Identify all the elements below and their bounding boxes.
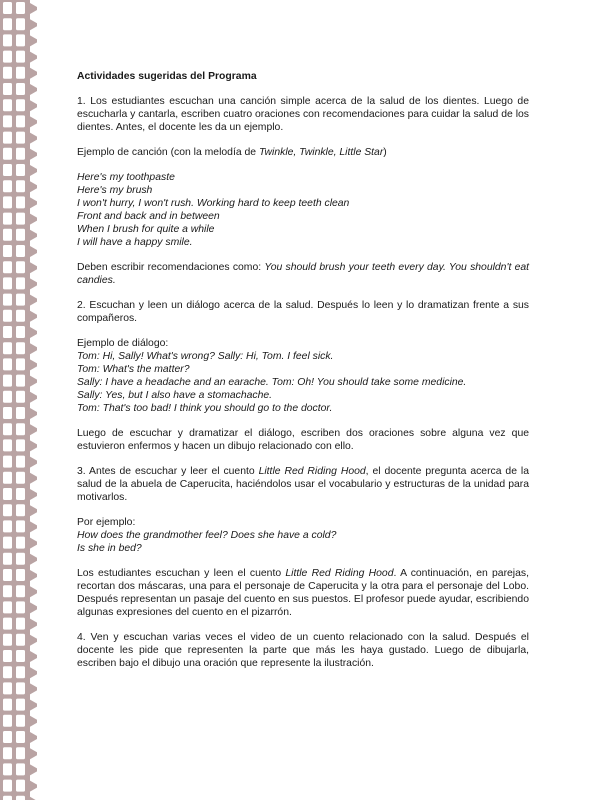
border-notch — [30, 133, 37, 144]
question-examples — [77, 516, 529, 555]
border-hole — [3, 180, 12, 192]
border-hole — [3, 261, 12, 273]
border-notch — [30, 165, 37, 176]
border-hole — [16, 488, 25, 500]
border-hole — [3, 439, 12, 451]
border-notch — [30, 716, 37, 727]
border-hole — [16, 553, 25, 565]
border-notch — [30, 700, 37, 711]
border-hole — [3, 504, 12, 516]
border-hole — [16, 634, 25, 646]
border-hole — [16, 115, 25, 127]
border-hole — [16, 310, 25, 322]
border-hole — [3, 83, 12, 95]
border-notch — [30, 732, 37, 743]
border-notch — [30, 181, 37, 192]
border-notch — [30, 554, 37, 565]
border-hole — [3, 666, 12, 678]
border-hole — [3, 245, 12, 257]
border-notch — [30, 197, 37, 208]
border-hole — [16, 358, 25, 370]
border-notch — [30, 408, 37, 419]
border-notch — [30, 230, 37, 241]
song-intro — [77, 146, 529, 159]
border-notch — [30, 635, 37, 646]
activity-3b-prefix: Los estudiantes escuchan y leen el cuento — [77, 568, 286, 579]
border-notch — [30, 602, 37, 613]
border-notch — [30, 278, 37, 289]
border-hole — [3, 763, 12, 775]
border-hole — [3, 618, 12, 630]
song-intro-suffix: ) — [383, 147, 387, 158]
dialog-line: Sally: Yes, but I also have a stomachache. — [77, 390, 273, 401]
document-body — [77, 70, 529, 682]
border-hole — [16, 148, 25, 160]
border-notch — [30, 84, 37, 95]
border-hole — [3, 229, 12, 241]
border-hole — [3, 537, 12, 549]
border-hole — [16, 375, 25, 387]
border-hole — [16, 294, 25, 306]
border-notch — [30, 651, 37, 662]
border-hole — [16, 747, 25, 759]
border-hole — [3, 310, 12, 322]
example-question: How does the grandmother feel? Does she have a cold? — [77, 530, 337, 541]
story-title: Little Red Riding Hood — [285, 568, 394, 579]
border-hole — [16, 34, 25, 46]
border-hole — [16, 618, 25, 630]
border-hole — [16, 245, 25, 257]
border-hole — [16, 520, 25, 532]
border-hole — [16, 213, 25, 225]
dialog-example — [77, 337, 529, 415]
border-notch — [30, 586, 37, 597]
song-line: I will have a happy smile. — [77, 237, 193, 248]
border-hole — [3, 456, 12, 468]
border-hole — [3, 747, 12, 759]
border-hole — [16, 472, 25, 484]
story-title: Little Red Riding Hood — [258, 466, 366, 477]
border-hole — [16, 229, 25, 241]
border-notch — [30, 619, 37, 630]
border-hole — [3, 423, 12, 435]
border-hole — [3, 277, 12, 289]
border-hole — [16, 504, 25, 516]
activity-3b-suffix: . A continuación, en parejas, recortan dos máscaras, una para el personaje de Caperucita y la otra para el personaje del Lobo. Después representan un pasaje del cuento en sus puestos. El profesor puede ayudar, escribiendo algunas expresiones del cuento en el pizarrón. — [77, 568, 529, 618]
activity-3-text — [77, 465, 529, 504]
recommendation-prefix: Deben escribir recomendaciones como: — [77, 262, 265, 273]
border-notch — [30, 327, 37, 338]
border-hole — [3, 326, 12, 338]
border-hole — [3, 51, 12, 63]
border-hole — [3, 780, 12, 792]
border-notch — [30, 246, 37, 257]
border-notch — [30, 424, 37, 435]
activity-2-followup: Luego de escuchar y dramatizar el diálogo, escriben dos oraciones sobre alguna vez que estuvieron enfermos y hacen un dibujo relacionado con ello. — [77, 428, 529, 452]
border-hole — [3, 18, 12, 30]
border-hole — [3, 796, 12, 800]
border-notch — [30, 489, 37, 500]
border-notch — [30, 343, 37, 354]
border-hole — [3, 553, 12, 565]
border-hole — [3, 342, 12, 354]
border-hole — [3, 731, 12, 743]
border-notch — [30, 100, 37, 111]
border-hole — [16, 796, 25, 800]
border-notch — [30, 262, 37, 273]
border-hole — [16, 780, 25, 792]
example-intro: Por ejemplo: — [77, 517, 136, 528]
border-hole — [16, 277, 25, 289]
border-hole — [3, 585, 12, 597]
border-hole — [16, 164, 25, 176]
song-melody: Twinkle, Twinkle, Little Star — [258, 147, 384, 158]
recommendation-text — [77, 261, 529, 287]
border-hole — [16, 763, 25, 775]
activity-3-prefix: 3. Antes de escuchar y leer el cuento — [77, 466, 259, 477]
recommendation-example: You should brush your teeth every day. You shouldn't eat candies. — [77, 262, 530, 286]
border-hole — [3, 699, 12, 711]
border-notch — [30, 3, 37, 14]
border-hole — [3, 375, 12, 387]
border-hole — [16, 67, 25, 79]
border-hole — [16, 99, 25, 111]
border-hole — [16, 18, 25, 30]
dialog-line: Tom: That's too bad! I think you should go to the doctor. — [77, 403, 333, 414]
border-notch — [30, 311, 37, 322]
activity-4-text: 4. Ven y escuchan varias veces el video de un cuento relacionado con la salud. Después el docente les pide que representen la parte que más les haya gustado. Luego de dibujarla, escriben bajo el dibujo una oración que represente la ilustración. — [77, 632, 529, 669]
dialog-line: Tom: What's the matter? — [77, 364, 190, 375]
border-notch — [30, 116, 37, 127]
perforated-edge-pattern — [0, 0, 38, 800]
border-hole — [3, 472, 12, 484]
border-hole — [3, 715, 12, 727]
song-line: I won't hurry, I won't rush. Working hard to keep teeth clean — [77, 198, 350, 209]
song-line: When I brush for quite a while — [77, 224, 215, 235]
border-notch — [30, 667, 37, 678]
song-line: Front and back and in between — [77, 211, 220, 222]
border-hole — [16, 391, 25, 403]
border-hole — [16, 407, 25, 419]
border-hole — [3, 358, 12, 370]
border-notch — [30, 295, 37, 306]
border-hole — [3, 34, 12, 46]
border-notch — [30, 781, 37, 792]
dialog-intro: Ejemplo de diálogo: — [77, 338, 169, 349]
border-hole — [3, 520, 12, 532]
border-hole — [3, 99, 12, 111]
border-hole — [3, 601, 12, 613]
border-notch — [30, 505, 37, 516]
border-hole — [16, 456, 25, 468]
activity-3-suffix: , el docente pregunta acerca de la salud de la abuela de Caperucita, haciéndolos usar el vocabulario y estructuras de la unidad para motivarlos. — [77, 466, 529, 503]
border-notch — [30, 473, 37, 484]
border-hole — [3, 650, 12, 662]
border-notch — [30, 149, 37, 160]
border-hole — [3, 2, 12, 14]
border-notch — [30, 683, 37, 694]
border-notch — [30, 392, 37, 403]
border-hole — [16, 731, 25, 743]
border-hole — [16, 439, 25, 451]
border-hole — [16, 601, 25, 613]
border-hole — [16, 132, 25, 144]
border-notch — [30, 457, 37, 468]
border-hole — [16, 585, 25, 597]
border-hole — [16, 261, 25, 273]
dialog-line: Sally: I have a headache and an earache. Tom: Oh! You should take some medicine. — [77, 377, 467, 388]
border-hole — [16, 537, 25, 549]
border-notch — [30, 35, 37, 46]
border-hole — [16, 342, 25, 354]
border-hole — [3, 407, 12, 419]
activity-3-followup — [77, 567, 529, 619]
border-hole — [16, 682, 25, 694]
border-notch — [30, 538, 37, 549]
border-hole — [3, 391, 12, 403]
border-hole — [16, 423, 25, 435]
border-notch — [30, 19, 37, 30]
border-hole — [16, 326, 25, 338]
border-hole — [16, 666, 25, 678]
decorative-border — [0, 0, 38, 800]
border-hole — [3, 569, 12, 581]
song-line: Here's my toothpaste — [77, 172, 175, 183]
border-notch — [30, 68, 37, 79]
song-lyrics — [77, 171, 529, 249]
border-notch — [30, 570, 37, 581]
border-notch — [30, 764, 37, 775]
border-hole — [3, 682, 12, 694]
border-hole — [3, 488, 12, 500]
border-hole — [16, 699, 25, 711]
border-hole — [3, 67, 12, 79]
border-hole — [3, 213, 12, 225]
example-question: Is she in bed? — [77, 543, 142, 554]
document-title: Actividades sugeridas del Programa — [77, 71, 257, 82]
border-hole — [3, 132, 12, 144]
border-hole — [16, 51, 25, 63]
border-hole — [3, 148, 12, 160]
border-hole — [16, 569, 25, 581]
border-hole — [16, 650, 25, 662]
border-hole — [3, 294, 12, 306]
border-hole — [16, 83, 25, 95]
border-hole — [16, 180, 25, 192]
border-notch — [30, 521, 37, 532]
border-hole — [3, 634, 12, 646]
border-hole — [3, 164, 12, 176]
song-intro-prefix: Ejemplo de canción (con la melodía de — [77, 147, 259, 158]
border-hole — [16, 715, 25, 727]
activity-1-text: 1. Los estudiantes escuchan una canción simple acerca de la salud de los dientes. Luego de escucharla y cantarla, escriben cuatro oraciones con recomendaciones para cuidar la salud de los dientes. Antes, el docente les da un ejemplo. — [77, 96, 529, 133]
border-notch — [30, 748, 37, 759]
border-notch — [30, 440, 37, 451]
border-notch — [30, 376, 37, 387]
border-notch — [30, 359, 37, 370]
border-hole — [16, 2, 25, 14]
dialog-line: Tom: Hi, Sally! What's wrong? Sally: Hi, Tom. I feel sick. — [77, 351, 334, 362]
activity-2-text: 2. Escuchan y leen un diálogo acerca de la salud. Después lo leen y lo dramatizan frente a sus compañeros. — [77, 300, 529, 324]
song-line: Here's my brush — [77, 185, 153, 196]
border-hole — [16, 196, 25, 208]
border-notch — [30, 214, 37, 225]
border-hole — [3, 115, 12, 127]
border-notch — [30, 52, 37, 63]
border-hole — [3, 196, 12, 208]
